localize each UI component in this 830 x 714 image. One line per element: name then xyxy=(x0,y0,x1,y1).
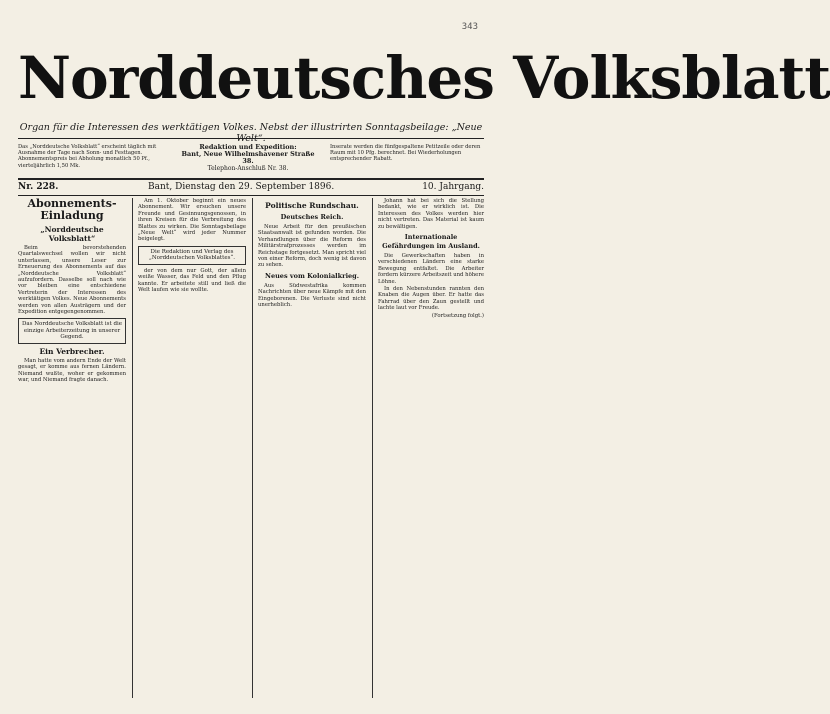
rule-top xyxy=(18,138,484,139)
dateline xyxy=(18,182,484,194)
issue-year: 10. Jahrgang. xyxy=(422,182,484,192)
continuation-note: (Fortsetzung folgt.) xyxy=(431,312,484,319)
subscription-text: Beim bevorstehenden Quartalswechsel wollen wir nicht unterlassen, unsere Leser zur Erneuerung des Abonnements auf das „Norddeutsche Volksblatt“ aufzufordern. Dasselbe soll nach wie vor bleiben eine entschiedene Vertreterin der Interessen des werktätigen Volkes. Neue Abonnements werden von allen Austrägern und der Expedition entgegengenommen. xyxy=(18,245,126,316)
info-right: Inserate werden die fünfgespaltene Petitzeile oder deren Raum mit 10 Pfg. berechnet. Bei Wiederholungen entsprechender Rabatt. xyxy=(330,144,481,163)
editorial-address: Bant, Neue Wilhelmshavener Straße 38. xyxy=(181,150,315,165)
masthead-title: Norddeutsches Volksblatt xyxy=(18,44,830,112)
info-left: Das „Norddeutsche Volksblatt“ erscheint täglich mit Ausnahme der Tage nach Sonn- und Festtagen. Abonnementspreis bei Abholung monatlich 50 Pf., vierteljährlich 1,50 Mk. xyxy=(18,144,157,169)
international-text: Die Gewerkschaften haben in verschiedenen Ländern eine starke Bewegung entfaltet. Die Arbeiter fordern kürzere Arbeitszeit und höhere Löhne. xyxy=(378,253,484,285)
subscription-subheading: „Norddeutsche Volksblatt“ xyxy=(40,225,104,243)
editorial-phone: Telephon-Anschluß Nr. 38. xyxy=(207,165,289,172)
politics-subheading: Deutsches Reich. xyxy=(280,213,344,221)
editorial-title: Redaktion und Expedition: xyxy=(199,143,297,151)
international-subheading: Internationale Gefährdungen im Ausland. xyxy=(382,233,480,251)
subscription-text-continued: Am 1. Oktober beginnt ein neues Abonnement. Wir ersuchen unsere Freunde und Gesinnungsgenossen, in ihren Kreisen für die Verbreitung des Blattes zu wirken. Die Sonntagsbeilage „Neue Welt“ wird jeder Nummer beigelegt. xyxy=(138,198,246,243)
rule-double xyxy=(18,178,484,180)
publisher-signature: Die Redaktion und Verlag des „Norddeutschen Volksblattes“. xyxy=(138,246,246,265)
politics-text-continued: Johann hat bei sich die Stellung bedankt, wie er wirklich ist. Die Interessen des Volkes werden hier nicht vertreten. Das Material ist kaum zu bewältigen. xyxy=(378,198,484,230)
colonial-subheading: Neues vom Kolonialkrieg. xyxy=(265,271,359,280)
column-2 xyxy=(138,198,246,698)
politics-text: Neue Arbeit für den preußischen Staatsanwalt ist gefunden worden. Die Verhandlungen über die Reform des Militärstrafprozesses werden im Reichstage fortgesetzt. Man spricht viel von einer Reform, doch wenig ist davon zu sehen. xyxy=(258,224,366,269)
column-1 xyxy=(18,198,126,698)
column-3 xyxy=(258,198,366,698)
masthead-subtitle: Organ für die Interessen des werktätigen Volkes. Nebst der illustrirten Sonntagsbeilage: „Neue xyxy=(19,122,483,133)
column-divider xyxy=(372,198,373,698)
column-divider xyxy=(132,198,133,698)
page-number: 343 xyxy=(461,22,478,32)
rule-date xyxy=(18,195,484,196)
issue-date: Bant, Dienstag den 29. September 1896. xyxy=(148,182,335,192)
colonial-text: Aus Südwestafrika kommen Nachrichten über neue Kämpfe mit den Eingeborenen. Die Verluste sind nicht unerheblich. xyxy=(258,282,366,309)
column-divider xyxy=(252,198,253,698)
story-text-final: In den Nebenstunden rannten den Knaben die Augen über. Er hatte das Fahrrad über den Zaun gestellt und lachte laut vor Freude. xyxy=(378,286,484,312)
subscription-heading: Abonnements-Einladung xyxy=(27,197,117,222)
story-heading: Ein Verbrecher. xyxy=(39,346,105,356)
story-text: Man hatte vom andern Ende der Welt gesagt, er komme aus fernen Ländern. Niemand wußte, woher er gekommen war, und Niemand fragte danach. xyxy=(18,357,126,384)
info-middle xyxy=(178,144,318,172)
issue-number: Nr. 228. xyxy=(18,182,59,192)
politics-heading: Politische Rundschau. xyxy=(265,201,359,210)
subscription-box: Das Norddeutsche Volksblatt ist die einzige Arbeiterzeitung in unserer Gegend. xyxy=(18,318,126,344)
story-text-continued: der von dem nur Gott, der allein weiße Wasser, das Feld und den Pflug kannte. Er arbeitete still und ließ die Welt laufen wie sie wollte. xyxy=(138,267,246,294)
column-4 xyxy=(378,198,484,698)
newspaper-page xyxy=(18,14,830,704)
